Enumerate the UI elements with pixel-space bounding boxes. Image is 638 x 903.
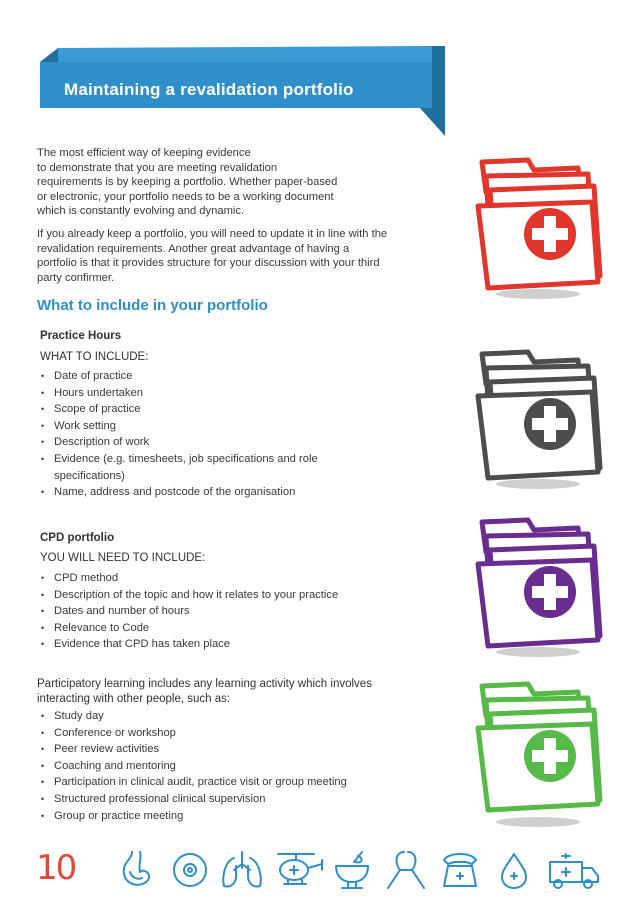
lungs-icon — [223, 852, 260, 887]
page-number: 10 — [36, 848, 76, 888]
practice-hours-list — [40, 368, 318, 501]
list-item: • Description of the topic and how it relates to your practice — [40, 587, 338, 604]
pharmacy-bowl-icon — [336, 852, 368, 888]
participatory-line: Participatory learning includes any learning activity which involves — [37, 678, 372, 690]
medical-folder-green-icon — [470, 676, 610, 832]
intro-line: or electronic, your portfolio needs to be a working document — [37, 190, 334, 203]
list-item: • Scope of practice — [40, 401, 318, 418]
awareness-ribbon-icon — [388, 852, 424, 888]
ambulance-icon — [550, 854, 598, 888]
list-item: • Hours undertaken — [40, 385, 318, 402]
list-item: • Structured professional clinical supervision — [40, 791, 347, 808]
list-item: • Participation in clinical audit, practice visit or group meeting — [40, 774, 347, 791]
section-heading: What to include in your portfolio — [37, 297, 268, 314]
helicopter-icon — [278, 854, 322, 884]
medical-folder-purple-icon — [470, 512, 610, 662]
stomach-icon — [124, 852, 149, 885]
intro-line: party confirmer. — [37, 271, 115, 284]
intro-line: which is constantly evolving and dynamic. — [37, 205, 245, 218]
intro-paragraph-2 — [37, 227, 387, 285]
list-item: • Name, address and postcode of the organisation — [40, 484, 318, 501]
list-item: • Description of work — [40, 434, 318, 451]
intro-line: portfolio is that it provides structure for your discussion with your third — [37, 257, 380, 270]
cpd-list — [40, 570, 338, 653]
medical-folder-red-icon — [470, 148, 610, 304]
telephone-icon — [444, 854, 476, 886]
list-item: • Relevance to Code — [40, 620, 338, 637]
list-item — [40, 451, 318, 484]
intro-paragraph-1 — [37, 146, 337, 219]
list-item: • Group or practice meeting — [40, 808, 347, 825]
list-item: • Coaching and mentoring — [40, 758, 347, 775]
list-item: • Date of practice — [40, 368, 318, 385]
blood-drop-icon — [502, 854, 526, 888]
participatory-list — [40, 708, 347, 824]
list-item: • Conference or workshop — [40, 725, 347, 742]
participatory-intro — [37, 677, 372, 706]
participatory-line: interacting with other people, such as: — [37, 692, 231, 705]
cd-icon — [174, 854, 206, 886]
list-item: • Work setting — [40, 418, 318, 435]
practice-hours-title: Practice Hours — [40, 330, 122, 342]
medical-folder-grey-icon — [470, 344, 610, 494]
page-title: Maintaining a revalidation portfolio — [64, 80, 354, 99]
title-banner — [0, 0, 638, 150]
intro-line: to demonstrate that you are meeting revalidation — [37, 161, 278, 174]
list-item-continuation: specifications) — [54, 469, 125, 482]
list-item: • Evidence that CPD has taken place — [40, 636, 338, 653]
cpd-subtitle: YOU WILL NEED TO INCLUDE: — [40, 552, 206, 564]
list-item: • Study day — [40, 708, 347, 725]
list-item: • Peer review activities — [40, 741, 347, 758]
intro-line: revalidation requirements. Another great advantage of having a — [37, 242, 350, 255]
intro-line: requirements is by keeping a portfolio. Whether paper-based — [37, 176, 338, 189]
footer-icon-strip — [118, 848, 608, 892]
list-item: • Dates and number of hours — [40, 603, 338, 620]
cpd-title: CPD portfolio — [40, 532, 115, 544]
list-item: • CPD method — [40, 570, 338, 587]
intro-line: If you already keep a portfolio, you will need to update it in line with the — [37, 228, 388, 240]
intro-line: The most efficient way of keeping evidence — [37, 147, 251, 159]
list-item-text: Evidence (e.g. timesheets, job specifications and role — [54, 452, 318, 465]
practice-hours-subtitle: WHAT TO INCLUDE: — [40, 351, 149, 363]
